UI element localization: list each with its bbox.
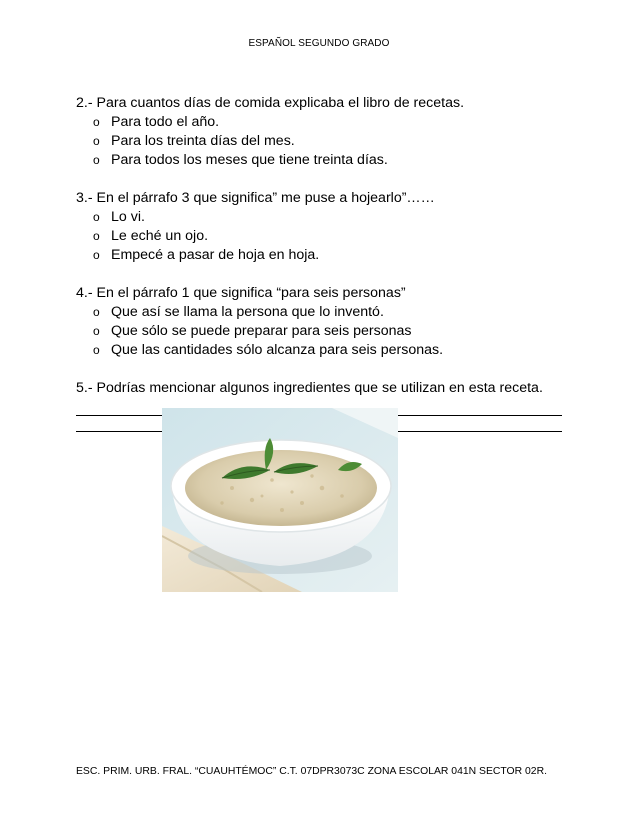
option-text: Para todo el año. <box>111 114 220 130</box>
question-text: 2.- Para cuantos días de comida explicaba el libro de recetas. <box>76 95 465 111</box>
document-header: ESPAÑOL SEGUNDO GRADO <box>248 38 390 49</box>
option-item <box>93 322 566 341</box>
option-text: Empecé a pasar de hoja en hoja. <box>111 247 320 263</box>
question-text: 5.- Podrías mencionar algunos ingredientes que se utilizan en esta receta. <box>76 380 543 396</box>
circle-bullet-icon: o <box>93 343 100 357</box>
question-4 <box>76 284 566 360</box>
option-text: Que las cantidades sólo alcanza para seis personas. <box>111 342 444 358</box>
circle-bullet-icon: o <box>93 153 100 167</box>
option-item <box>93 151 566 170</box>
document-footer: ESC. PRIM. URB. FRAL. “CUAUHTÉMOC” C.T. 07DPR3073C ZONA ESCOLAR 041N SECTOR 02R. <box>76 766 547 777</box>
soup-bowl-image <box>162 408 398 592</box>
option-item <box>93 227 566 246</box>
worksheet-content <box>76 94 566 432</box>
options-list <box>76 208 566 265</box>
option-text: Le eché un ojo. <box>111 228 209 244</box>
question-text: 3.- En el párrafo 3 que significa” me puse a hojearlo”…… <box>76 190 435 206</box>
option-text: Para todos los meses que tiene treinta días. <box>111 152 388 168</box>
option-item <box>93 341 566 360</box>
option-item <box>93 208 566 227</box>
option-item <box>93 246 566 265</box>
circle-bullet-icon: o <box>93 324 100 338</box>
option-item <box>93 303 566 322</box>
soup-bowl-icon <box>162 408 398 592</box>
circle-bullet-icon: o <box>93 305 100 319</box>
option-text: Que sólo se puede preparar para seis personas <box>111 323 412 339</box>
circle-bullet-icon: o <box>93 210 100 224</box>
option-text: Que así se llama la persona que lo inventó. <box>111 304 384 320</box>
option-text: Para los treinta días del mes. <box>111 133 295 149</box>
option-item <box>93 132 566 151</box>
options-list <box>76 303 566 360</box>
circle-bullet-icon: o <box>93 115 100 129</box>
question-2 <box>76 94 566 170</box>
question-text: 4.- En el párrafo 1 que significa “para seis personas” <box>76 285 406 301</box>
options-list <box>76 113 566 170</box>
question-3 <box>76 189 566 265</box>
option-text: Lo vi. <box>111 209 145 225</box>
circle-bullet-icon: o <box>93 134 100 148</box>
option-item <box>93 113 566 132</box>
circle-bullet-icon: o <box>93 248 100 262</box>
circle-bullet-icon: o <box>93 229 100 243</box>
